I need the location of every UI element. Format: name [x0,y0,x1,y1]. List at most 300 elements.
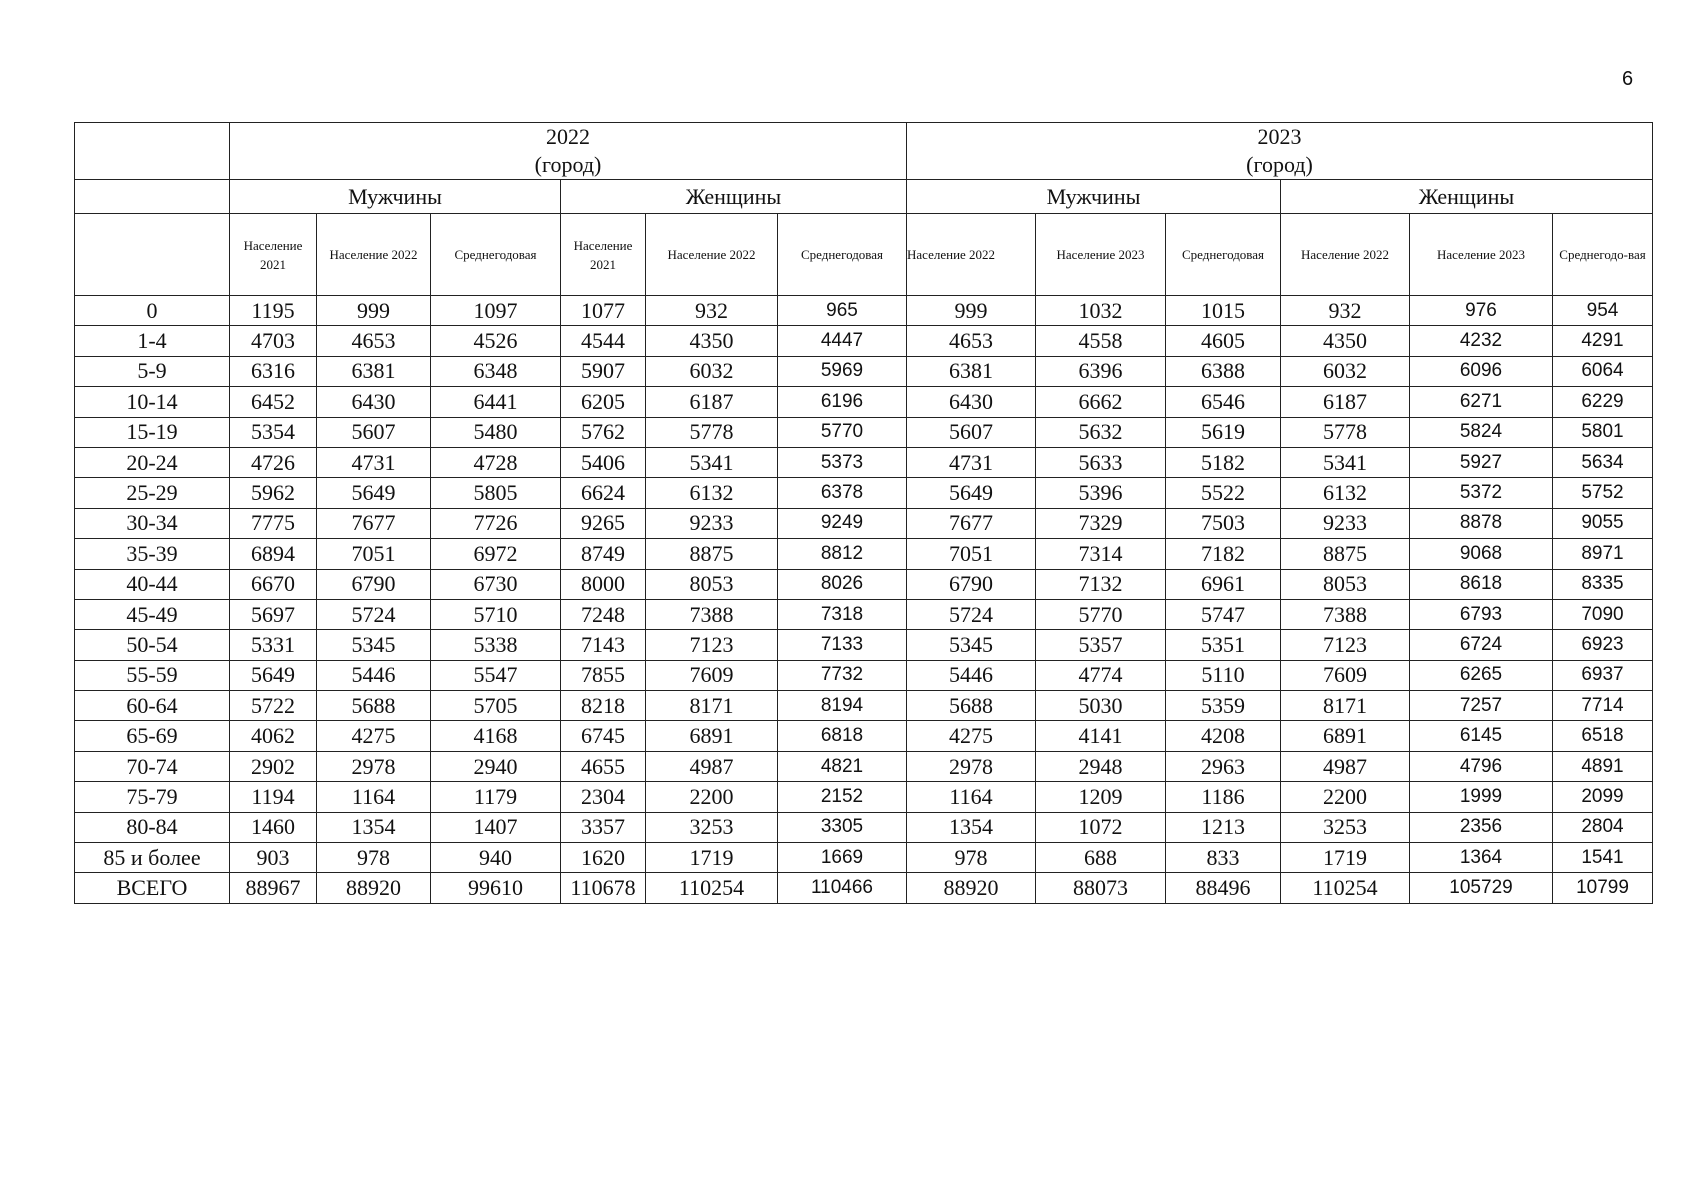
table-cell: 965 [778,296,907,326]
table-row [75,721,1653,751]
table-cell: 5962 [230,478,317,508]
age-group-label: 70-74 [75,751,230,781]
table-cell: 5688 [317,691,431,721]
table-cell: 4891 [1553,751,1653,781]
sub-header: Население 2021 [230,214,317,296]
page-number: 6 [1622,68,1634,90]
table-cell: 9233 [646,508,778,538]
table-cell: 6670 [230,569,317,599]
table-cell: 5688 [907,691,1036,721]
table-cell: 6096 [1410,356,1553,386]
table-cell: 6316 [230,356,317,386]
table-cell: 7732 [778,660,907,690]
table-cell: 6032 [1281,356,1410,386]
sex-header-men-2023: Мужчины [907,180,1281,214]
table-cell: 4232 [1410,326,1553,356]
table-cell: 6662 [1036,387,1166,417]
table-cell: 3357 [561,812,646,842]
table-cell: 8812 [778,539,907,569]
table-cell: 1195 [230,296,317,326]
table-cell: 4653 [317,326,431,356]
table-cell: 6790 [317,569,431,599]
table-cell: 2304 [561,782,646,812]
table-cell: 4350 [646,326,778,356]
year-header-row [75,123,1653,180]
age-group-label: 10-14 [75,387,230,417]
table-cell: 5341 [1281,447,1410,477]
table-cell: 4731 [907,447,1036,477]
table-row [75,782,1653,812]
table-cell: 999 [317,296,431,326]
table-cell: 5632 [1036,417,1166,447]
year-label: 2022 [546,124,590,149]
table-cell: 4141 [1036,721,1166,751]
year-header-2022 [230,123,907,180]
table-cell: 88967 [230,873,317,903]
table-cell: 105729 [1410,873,1553,903]
table-cell: 954 [1553,296,1653,326]
table-cell: 5030 [1036,691,1166,721]
table-cell: 5110 [1166,660,1281,690]
sub-header: Население 2023 [1410,214,1553,296]
table-row [75,356,1653,386]
table-cell: 2099 [1553,782,1653,812]
table-cell: 2963 [1166,751,1281,781]
table-row [75,873,1653,903]
table-cell: 8000 [561,569,646,599]
table-cell: 2940 [431,751,561,781]
age-group-label: 60-64 [75,691,230,721]
table-row [75,447,1653,477]
table-cell: 99610 [431,873,561,903]
table-cell: 5607 [317,417,431,447]
table-cell: 110678 [561,873,646,903]
table-cell: 932 [1281,296,1410,326]
table-cell: 5824 [1410,417,1553,447]
table-cell: 8878 [1410,508,1553,538]
sub-header-row [75,214,1653,296]
table-cell: 1719 [1281,843,1410,873]
table-cell: 5762 [561,417,646,447]
table-cell: 2948 [1036,751,1166,781]
table-cell: 5522 [1166,478,1281,508]
table-cell: 3253 [1281,812,1410,842]
table-cell: 5969 [778,356,907,386]
table-row [75,326,1653,356]
table-cell: 5907 [561,356,646,386]
table-cell: 5396 [1036,478,1166,508]
table-cell: 6818 [778,721,907,751]
table-cell: 6381 [317,356,431,386]
table-cell: 4275 [317,721,431,751]
table-cell: 9233 [1281,508,1410,538]
table-cell: 6546 [1166,387,1281,417]
table-cell: 4558 [1036,326,1166,356]
table-cell: 5354 [230,417,317,447]
table-cell: 110466 [778,873,907,903]
table-cell: 4526 [431,326,561,356]
table-cell: 5406 [561,447,646,477]
table-cell: 5633 [1036,447,1166,477]
table-cell: 7677 [317,508,431,538]
table-cell: 110254 [1281,873,1410,903]
table-cell: 1407 [431,812,561,842]
table-cell: 978 [907,843,1036,873]
table-cell: 6265 [1410,660,1553,690]
table-row [75,417,1653,447]
table-cell: 6724 [1410,630,1553,660]
table-row [75,660,1653,690]
table-cell: 8053 [1281,569,1410,599]
table-cell: 1032 [1036,296,1166,326]
table-cell: 5359 [1166,691,1281,721]
table-cell: 6381 [907,356,1036,386]
table-cell: 6452 [230,387,317,417]
table-cell: 5770 [1036,599,1166,629]
table-cell: 1015 [1166,296,1281,326]
table-cell: 6388 [1166,356,1281,386]
table-cell: 2200 [646,782,778,812]
table-cell: 5649 [317,478,431,508]
sex-header-row [75,180,1653,214]
year-header-2023 [907,123,1653,180]
age-group-label: 5-9 [75,356,230,386]
table-cell: 8171 [1281,691,1410,721]
table-cell: 6624 [561,478,646,508]
table-cell: 7714 [1553,691,1653,721]
sub-header: Население 2023 [1036,214,1166,296]
table-cell: 4653 [907,326,1036,356]
table-cell: 4987 [646,751,778,781]
table-cell: 7726 [431,508,561,538]
table-cell: 7855 [561,660,646,690]
table-cell: 4168 [431,721,561,751]
corner-cell [75,180,230,214]
table-cell: 6891 [646,721,778,751]
table-cell: 4291 [1553,326,1653,356]
table-cell: 2804 [1553,812,1653,842]
table-cell: 6972 [431,539,561,569]
table-cell: 6187 [646,387,778,417]
table-cell: 6745 [561,721,646,751]
table-cell: 976 [1410,296,1553,326]
table-cell: 6961 [1166,569,1281,599]
table-cell: 6205 [561,387,646,417]
table-cell: 7248 [561,599,646,629]
table-cell: 5634 [1553,447,1653,477]
table-row [75,843,1653,873]
table-cell: 4774 [1036,660,1166,690]
age-group-label: 85 и более [75,843,230,873]
table-row [75,387,1653,417]
table-cell: 4062 [230,721,317,751]
table-cell: 10799 [1553,873,1653,903]
age-group-label: 45-49 [75,599,230,629]
table-cell: 4987 [1281,751,1410,781]
table-row [75,478,1653,508]
table-cell: 6032 [646,356,778,386]
age-group-label: 15-19 [75,417,230,447]
table-cell: 5607 [907,417,1036,447]
table-cell: 1669 [778,843,907,873]
table-cell: 4796 [1410,751,1553,781]
table-cell: 7123 [1281,630,1410,660]
table-cell: 6790 [907,569,1036,599]
table-cell: 6518 [1553,721,1653,751]
table-cell: 4208 [1166,721,1281,751]
sex-header-men-2022: Мужчины [230,180,561,214]
table-cell: 5480 [431,417,561,447]
table-cell: 7318 [778,599,907,629]
table-cell: 1097 [431,296,561,326]
population-table [74,122,1653,904]
table-cell: 1209 [1036,782,1166,812]
table-cell: 5331 [230,630,317,660]
table-cell: 7090 [1553,599,1653,629]
table-cell: 7329 [1036,508,1166,538]
table-row [75,812,1653,842]
table-cell: 5697 [230,599,317,629]
table-cell: 5357 [1036,630,1166,660]
table-cell: 1541 [1553,843,1653,873]
table-cell: 88920 [317,873,431,903]
table-cell: 88496 [1166,873,1281,903]
table-cell: 833 [1166,843,1281,873]
table-cell: 3305 [778,812,907,842]
table-cell: 8171 [646,691,778,721]
table-cell: 7051 [317,539,431,569]
table-cell: 4605 [1166,326,1281,356]
age-group-label: 40-44 [75,569,230,599]
table-cell: 4821 [778,751,907,781]
table-row [75,296,1653,326]
age-group-label: 65-69 [75,721,230,751]
table-cell: 7132 [1036,569,1166,599]
table-cell: 2200 [1281,782,1410,812]
table-cell: 6064 [1553,356,1653,386]
table-cell: 1364 [1410,843,1553,873]
table-cell: 4726 [230,447,317,477]
table-cell: 5446 [317,660,431,690]
table-cell: 7051 [907,539,1036,569]
age-group-label: 55-59 [75,660,230,690]
table-cell: 978 [317,843,431,873]
year-sub-label: (город) [1246,152,1313,177]
table-cell: 6196 [778,387,907,417]
table-cell: 6891 [1281,721,1410,751]
sub-header: Население 2021 [561,214,646,296]
table-cell: 6348 [431,356,561,386]
table-cell: 9055 [1553,508,1653,538]
table-cell: 110254 [646,873,778,903]
table-cell: 5705 [431,691,561,721]
age-group-label: 25-29 [75,478,230,508]
table-cell: 5338 [431,630,561,660]
age-group-label: 0 [75,296,230,326]
corner-cell [75,123,230,180]
table-cell: 5345 [907,630,1036,660]
table-cell: 7314 [1036,539,1166,569]
table-cell: 1179 [431,782,561,812]
table-row [75,691,1653,721]
table-cell: 5722 [230,691,317,721]
table-cell: 8194 [778,691,907,721]
sub-header: Население 2022 [646,214,778,296]
table-cell: 1354 [317,812,431,842]
sub-header: Среднегодовая [431,214,561,296]
table-cell: 4350 [1281,326,1410,356]
table-cell: 6271 [1410,387,1553,417]
table-cell: 7123 [646,630,778,660]
sub-header: Среднегодо-вая [1553,214,1653,296]
table-cell: 1213 [1166,812,1281,842]
table-cell: 7143 [561,630,646,660]
table-cell: 5770 [778,417,907,447]
table-cell: 9068 [1410,539,1553,569]
table-cell: 7609 [646,660,778,690]
table-cell: 2978 [907,751,1036,781]
table-cell: 5341 [646,447,778,477]
table-cell: 7503 [1166,508,1281,538]
corner-cell [75,214,230,296]
age-group-label: 75-79 [75,782,230,812]
table-cell: 88073 [1036,873,1166,903]
table-cell: 7182 [1166,539,1281,569]
table-cell: 7133 [778,630,907,660]
table-cell: 7257 [1410,691,1553,721]
table-cell: 1186 [1166,782,1281,812]
table-cell: 8053 [646,569,778,599]
age-group-label: 20-24 [75,447,230,477]
table-cell: 5778 [1281,417,1410,447]
age-group-label: 35-39 [75,539,230,569]
table-cell: 2978 [317,751,431,781]
table-cell: 4655 [561,751,646,781]
table-row [75,599,1653,629]
table-cell: 6396 [1036,356,1166,386]
sex-header-women-2023: Женщины [1281,180,1653,214]
table-cell: 5373 [778,447,907,477]
table-cell: 6132 [1281,478,1410,508]
table-cell: 5724 [317,599,431,629]
table-cell: 6145 [1410,721,1553,751]
table-cell: 4703 [230,326,317,356]
sub-header: Население 2022 [907,214,1036,296]
table-cell: 999 [907,296,1036,326]
table-cell: 9249 [778,508,907,538]
table-cell: 8749 [561,539,646,569]
table-cell: 1999 [1410,782,1553,812]
table-cell: 1354 [907,812,1036,842]
table-cell: 4728 [431,447,561,477]
table-cell: 3253 [646,812,778,842]
table-cell: 1620 [561,843,646,873]
table-cell: 8026 [778,569,907,599]
table-cell: 1719 [646,843,778,873]
table-cell: 8618 [1410,569,1553,599]
table-row [75,508,1653,538]
table-row [75,569,1653,599]
table-cell: 6430 [907,387,1036,417]
table-cell: 2152 [778,782,907,812]
table-cell: 5710 [431,599,561,629]
table-cell: 5801 [1553,417,1653,447]
table-cell: 88920 [907,873,1036,903]
age-group-label: 30-34 [75,508,230,538]
table-cell: 8875 [646,539,778,569]
table-cell: 4731 [317,447,431,477]
table-cell: 7388 [1281,599,1410,629]
table-cell: 5927 [1410,447,1553,477]
age-group-label: 50-54 [75,630,230,660]
table-cell: 6793 [1410,599,1553,629]
table-cell: 940 [431,843,561,873]
table-cell: 7388 [646,599,778,629]
table-row [75,751,1653,781]
table-row [75,539,1653,569]
table-cell: 6894 [230,539,317,569]
table-cell: 6132 [646,478,778,508]
table-cell: 6229 [1553,387,1653,417]
table-cell: 4447 [778,326,907,356]
table-cell: 5182 [1166,447,1281,477]
table-cell: 5724 [907,599,1036,629]
sub-header: Среднегодовая [1166,214,1281,296]
table-cell: 6730 [431,569,561,599]
table-cell: 5805 [431,478,561,508]
table-cell: 5619 [1166,417,1281,447]
table-cell: 5547 [431,660,561,690]
table-cell: 1194 [230,782,317,812]
table-cell: 8875 [1281,539,1410,569]
table-cell: 4544 [561,326,646,356]
age-group-label: ВСЕГО [75,873,230,903]
table-cell: 5649 [230,660,317,690]
table-cell: 7677 [907,508,1036,538]
table-cell: 932 [646,296,778,326]
table-body [75,296,1653,904]
table-cell: 5446 [907,660,1036,690]
table-cell: 6441 [431,387,561,417]
table-cell: 2356 [1410,812,1553,842]
table-cell: 1460 [230,812,317,842]
table-cell: 1077 [561,296,646,326]
table-cell: 7609 [1281,660,1410,690]
age-group-label: 80-84 [75,812,230,842]
table-cell: 6923 [1553,630,1653,660]
table-cell: 8218 [561,691,646,721]
table-cell: 5345 [317,630,431,660]
age-group-label: 1-4 [75,326,230,356]
table-cell: 5778 [646,417,778,447]
table-cell: 6430 [317,387,431,417]
table-cell: 4275 [907,721,1036,751]
year-label: 2023 [1257,124,1302,149]
table-cell: 5747 [1166,599,1281,629]
table-cell: 1164 [317,782,431,812]
table-cell: 5649 [907,478,1036,508]
table-cell: 1072 [1036,812,1166,842]
table-cell: 5752 [1553,478,1653,508]
table-cell: 903 [230,843,317,873]
sub-header: Население 2022 [317,214,431,296]
table-cell: 6937 [1553,660,1653,690]
table-cell: 9265 [561,508,646,538]
table-cell: 6187 [1281,387,1410,417]
year-sub-label: (город) [534,152,602,177]
table-cell: 8971 [1553,539,1653,569]
table-cell: 7775 [230,508,317,538]
